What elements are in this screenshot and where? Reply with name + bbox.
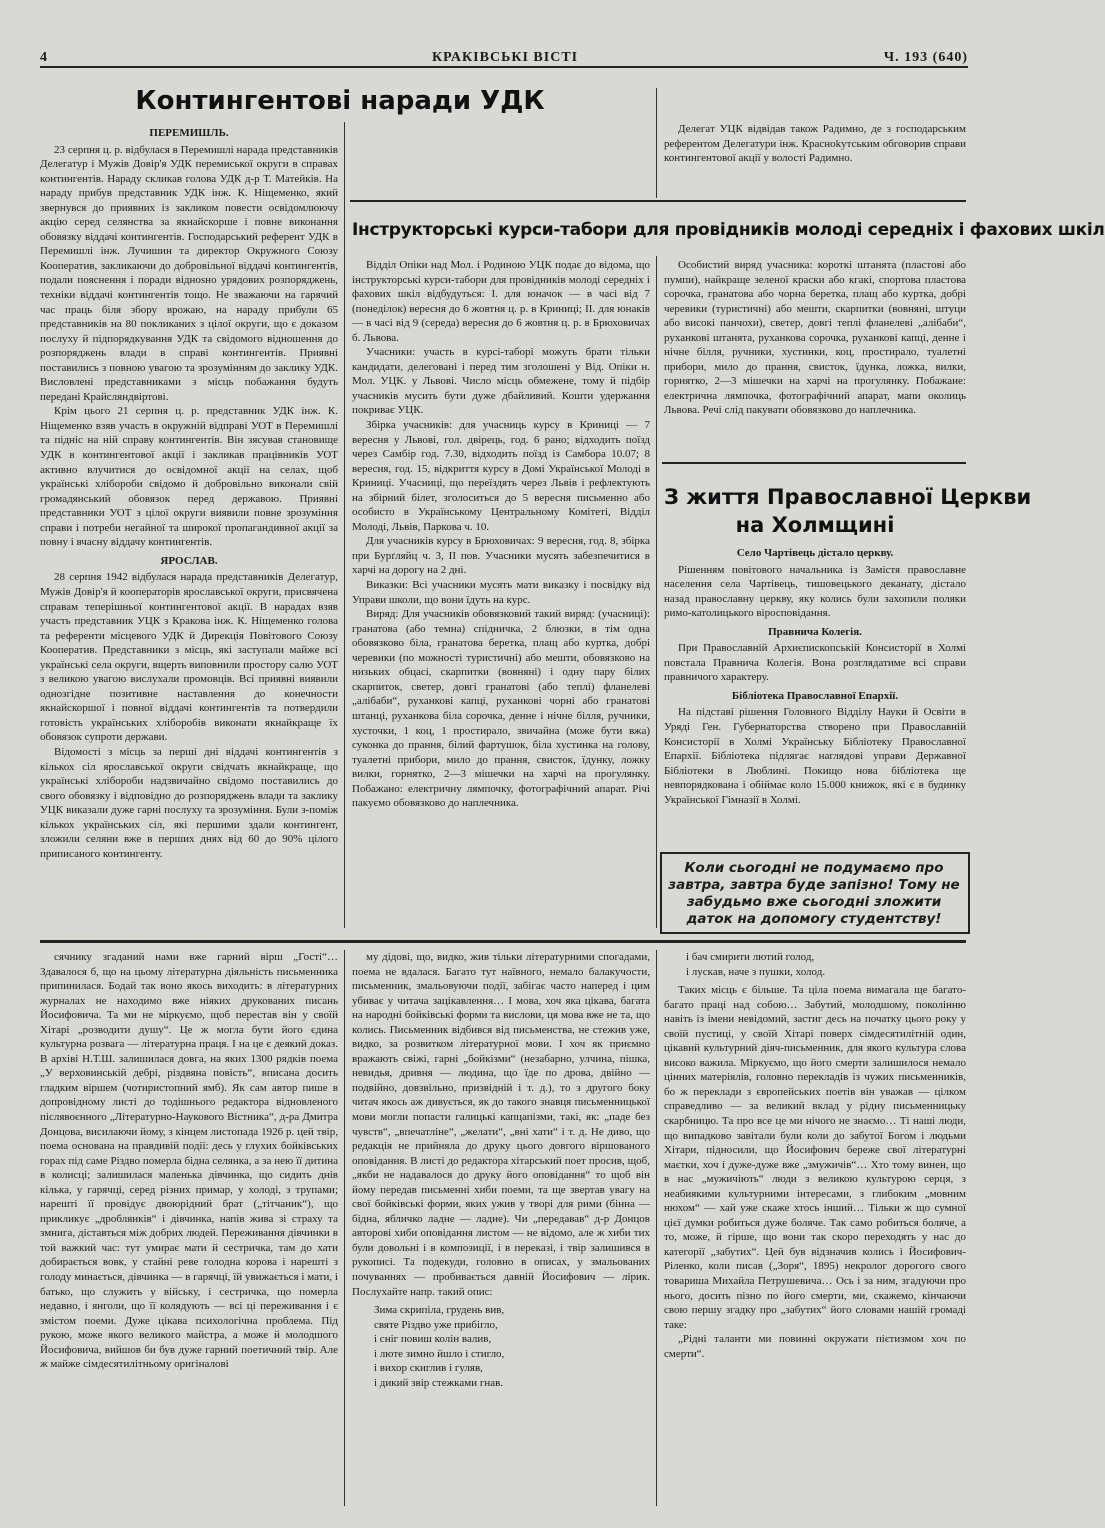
column-rule [344,950,345,1506]
column-rule [656,88,657,198]
column-rule [344,122,345,928]
paragraph: Делегат УЦК відвідав також Радимно, де з господарським референтом Делегатури інж. Красноkутським обговорив справи контингентової акції у волості Радимно. [664,123,966,165]
article-kursy-column-1 [352,258,650,926]
subheading-biblioteka: Бібліотека Православної Епархії. [731,689,899,702]
article-title-church-line1: З життя Православної Церкви [664,485,1032,509]
article-church-body [664,542,966,842]
page-divider [40,940,966,943]
poem-line: і лускав, наче з пушки, холод. [686,965,826,978]
paragraph: Відомості з місць за перші дні віддачі контингентів з кількох сіл ярославської округи свідчать якнайкраще, що українські хлібороби надзвичайно свідомо поставились до свого обовязку і відповідно до розпоряджень влади та заклику УЦК виказали дуже гарні послуху та зрозуміння. Були з-поміж кількох українських сіл, які першими здали контингент, зложили селяни вже в перших днях від 60 до 90% цілого приписаного контингенту. [40,745,338,860]
paragraph: Учасники: участь в курсі-таборі можуть брати тільки кандидати, делеговані і перед тим зголошені у Від. Опіки н. Мол. УЦК. у Львові. Число місць обмежене, тому й підбір учасників мусить бути дуже дбайливий. Кошти удержання покриває УЦК. [352,346,650,417]
paragraph: При Православній Архиєпископській Консисторії в Холмі повстала Правнича Колегія. Вона розглядатиме всі справи правничого характеру. [664,642,966,684]
section-heading-yaroslav: ЯРОСЛАВ. [160,554,218,567]
article-yosyfovych-column-3 [664,950,966,1506]
subheading-chartivets: Село Чартівець дістало церкву. [736,547,894,559]
page-number: 4 [40,50,48,65]
paragraph: сячнику згаданий нами вже гарний вірш „Гості“… Здавалося б, що на цьому літературна діяльність письменника припинилася. Бодай так воно якось виходить: в літературних журналах не находимо вже ніяких друкованих писань Йосифовича. Та ми не міркуємо, щоб перестав він у своїй Хітарі „розводити душу“. Це ж могла бути його єдина культурна розвага — літературна праця. І на це є деякий доказ. В архіві Н.Т.Ш. залишилася довга, на яких 1300 рядків поема „У верховинській дебрі, різдвяна повість“, вписана досить гладким віршем (чотиристопний ямб). Як сам автор пише в допровідному листі до тодішнього редактора відновленого післявоєнного „Літературно-Наукового Вістника“, д-ра Дмитра Донцова, висилаючи йому, з кінцем листопада 1926 р. цей твір, поема основана на правдивій події: десь у глухих бойківських горах під саме Різдво померла бідна селянка, а за нею її дитина в колисці; залишилася маленька дівчинка, що сидить днів кілька, у гарячці, серед різних примар, у холоді, з трупами; нарешті її провідує двоюрідний брат („тітчаник“), що прикликує „дроблянків“ і дівчинка, напів жива зі страху та змнига, діставться між добрих людей. Переживання дівчинки в той важкий час: тут умирає мати й сестричка, там до хати добирається вовк, у стайні реве голодна корова і нарешті з голоду минається, дівчинка — в гарячці, їй увижається і мати, і батько, що служить у війську, і сестричка, що померла недавно, і янголи, що її колядують — всі ці переживання і є змістом поеми. Дуже цікава психологічна проблема. Під рукою, може якого великого майстра, а може й молодшого Йосифовича, вийшов би був дуже гарний поетичний твір. Але ж майже сімдесятилітньому оригіналові [40,951,338,1371]
paragraph: Крім цього 21 серпня ц. р. представник УДК інж. К. Ніщеменко взяв участь в окружній відправі УОТ в Перемишлі та підніс на ній справу контингентів. Він зясував становище УДК в контингентової акції і закликав працівників УОТ активно влучитися до освідомної акції на селах, щоб українські хлібороби свідомо й добровільно виконали свій громадянський обовязок перед державою. Приявні представники УОТ з цілої округи виявили повне зрозуміння справи і потреби негайної та широкої пропагандивної акції за повну і вчасну віддачу контингентів. [40,405,338,549]
poem-line: і сніг повиш колін валив, [374,1333,492,1346]
paragraph: На підставі рішення Головного Відділу Науки й Освіти в Уряді Ген. Губернаторства створено при Православній Консисторії в Холмі Українську Бібліотеку Православної Епархії. Бібліотека підлягає наглядові управи Державної Бібліотеки в Люблині. Покищо нова бібліотека ще невпорядкована і обіймає коло 15.000 книжок, які є в будинку Української Гімназії в Холмі. [664,706,966,806]
section-heading-peremyshl: ПЕРЕМИШЛЬ. [149,127,229,139]
article-title-kontynhent: Контингентові наради УДК [135,86,545,116]
article-kontynhent-column-1 [40,122,338,932]
poem-line: і люте зимно йшло і стигло, [374,1347,505,1360]
paragraph: Для учасників курсу в Брюховичах: 9 вересня, год. 8, збірка при Бурґляйц ч. 3, ІІ пов. Учасники мусять забезпечитися в харчі на дорогу на 2 дні. [352,535,650,577]
paragraph: Рішенням повітового начальника із Замістя православне населення села Чартівець, тишовецького деканату, дістало назад православну церкву, яку колись були захопили поляки римо-католицького віросповідання. [664,563,966,620]
section-rule [662,462,966,464]
paragraph: Виряд: Для учасників обовязковий такий виряд: (учасниці): гранатова (або темна) спідничка, 2 блюзки, в тім одна обовязково біла, гранатова беретка, плащ або куртка, добрі черевики (по можності туристичні) або мешти, обовязково на низьких обцасі, скарпитки (вовняні) і одну пару білих скарпиток, светер, довгі гранатові (або теплі) фланелеві „алібаби“, руханкові капці, руханкові чорні або гранатові штанці, руханкова біла сорочка, денне і нічне білля, ручники, хусточки, 1 коц, 1 простирало, звичайна (може бути вжа) суконка до прання, білий фартушок, біла хустинка на голову, туалетні прибори, мило до прання, свисток, їдунку, ложку вилки, горнятко, 2—3 мішечки на харчі на прогулянку. Побажано: електричну лямпочку, фотографічний апарат. Річі пакуємо обовязково до наплечника. [352,608,650,810]
poem-line: Зима скрипіла, грудень вив, [374,1304,505,1317]
paragraph: му дідові, що, видко, жив тільки літературними спогадами, поема не вдалася. Багато тут наївного, немало балакучости, письменник, змальовуючи події, забігає часто наперед і цим убиває у читача зацікавлення… І мова, хоч яка цікава, багата на народні бойківські форми та вислови, ця мова вже не та, що колись. Письменник відбився від письменства, не стежив уже, видко, за розвитком літературної мови. І хоч як приємно вражають свіжі, гарні „бойкізми“ (незабарно, улчина, пішка, невидья, дривня — людина, що їде по дрова, двійно — подвійно, довзвільно, призвідній і т. д.), то з другого боку читач якось аж дивується, як до такого знавця письменницької мови могли попасти галицькі капцапізми, такі, як: „паде без чувств“, „впечатліне“, „желати“, „вні хати“ і т. д. Не диво, що редакція не прийняла до друку цього довгого віршованого оповідання. В листі до редактора хітарський поет просив, щоб, „якби не надавалося до друку його оповідання“ то щоб він йому передав письменні хиби поеми, та ще звертав увагу на свої бойківські форми, яких ужив у творі для рими (бінна — бідна, ябличко ладне — ладне). Чи „передавав“ д-р Донцов авторові хиби оповідання листом — не відомо, але ж хиби тих були довольні і в композиції, і в переказі, і твір залишився в рукописі. Та подекуди, головно в описах, у змальованих почуваннях — пробивається давній Йосифович — лірик. Послухайте напр. такий опис: [352,951,650,1298]
poem-line: святе Різдво уже прибігло, [374,1318,498,1331]
article-title-kursy: Інструкторські курси-табори для провідників молоді середніх і фахових шкіл [352,220,1105,240]
page-header [40,50,968,68]
poem-line: і дикий звір стежками гнав. [374,1376,504,1389]
paragraph: Виказки: Всі учасники мусять мати виказку і посвідку від Управи школи, що вони їдуть на курс. [352,579,650,606]
article-kontynhent-continuation [664,122,966,194]
article-yosyfovych-column-2 [352,950,650,1506]
article-title-church-line2: на Холмщині [735,513,895,537]
issue-number: Ч. 193 (640) [883,50,968,65]
subheading-pravnycha-kolehiya: Правнича Колегія. [768,625,862,638]
paragraph: Відділ Опіки над Мол. і Родиною УЦК подає до відома, що інструкторські курси-табори для провідників молоді середніх і фахових шкіл відбудуться: І. для юначок — в часі від 7 (понеділок) вересня до 6 жовтня ц. р. в Криниці; ІІ. для юнаків — в часі від 9 (середа) вересня до 6 жовтня ц. р. в Брюховичах б. Львова. [352,259,650,344]
article-yosyfovych-column-1 [40,950,338,1506]
section-rule [350,200,966,202]
newspaper-name: КРАКІВСЬКІ ВІСТІ [432,50,579,65]
article-kursy-column-2 [664,258,966,454]
paragraph: Таких місць є більше. Та ціла поема вимагала ще багато-багато праці над собою… Забутий, молодшому, поколінню навіть із імени невідомий, застиг десь на початку цього року у своїй пустиці, у своїй Хітарі поверх сімдесятилітній один, цікавий культурний діяч-письменник, для якого культура слова високо важила. Міркуємо, що його смерти залишилося немало цінних матеріялів, головно перекладів із чужих письменників, бо ж переклади з європейських поетів він уважав — цілком справедливо — за великий вклад у рідну письменницьку скарбницю. Та про все це ми нічого не знаємо… Ті наші люди, що випадково завітали були коли до забутої Богом і людьми Хітари, підносили, що Йосифович береже свої літературні маєтки, хоч і дуже-дуже вже „змужичів“… Хто тому винен, що в нас „мужичіють“ люди з великою культурою серця, з неабиякими культурними інтересами, з глибоким „мовним нюхом“ — хай уже скаже хтось інший… Тільки ж що сумної цієї думки робиться дуже боляче. Так само робиться боляче, а то, може, й гірше, що вони так скоро переходять у нас до категорії „забутих“. Цей був відзначив колись і Йосифович-Рiленко, коли писав („Зоря“, 1895) некролог дорогого свого товариша Михайла Петрушевича… Ось і за ним, згадуючи про нього, досить пізно по його смерти, ми, скажемо, кінчаючи свою першу згадку про „забутих“ його словами нашій громаді таке: [664,984,966,1331]
poem-line: і вихор скиглив і гуляв, [374,1362,483,1375]
paragraph: 23 серпня ц. р. відбулася в Перемишлі нарада представників Делегатур і Мужів Довір'я УДК перемиської округи в справах контингентів. Нараду скликав голова УДК д-р Т. Матейків. На нараду прибув представник УДК інж. К. Ніщеменко, який звернувся до приявних із закликом повести освідомлюючу акцію серед селянства за якнайскорше і повне виконання обовязку віддачі контингентів. Господарський референт УДК в Перемишлі інж. Лучишин та директор Окружного Союзу Кооператив, закликаючи до добровільної віддачі контингентів, подали пояснення і поради віднosно урядових розпоряджень, техніки віддачі контингентів тощо. Не зважаючи на гарячий час праць біля збору врожаю, на нараду прибули 65 представників на 80 покликаних з цілої округи, що є доказом послуху й підпорядкування УДК та свідомого відношення до розпоряджень влади в справі контингентів. Приявні поставились з повною увагою та зрозумінням до заклику УДК. Висловлені представниками з місць побажання будуть передані Крайсляндвіртові. [40,143,338,403]
paragraph: Збірка учасників: для учасниць курсу в Криниці — 7 вересня у Львові, гол. двірець, год. 6 рано; відходить поїзд через Самбір год. 7.30, відходить поїзд із Самбора 10.07; 8 вересня, год. 15, відкриття курсу в Домі Української Молоді в Криниці. Учасниці, що переїздять через Львів і рефлектують на збірний білет, зголоситься до 5 вересня письменно або особисто в Українському Центральному Комітеті, Відділ Молоді, Львів, Паркова ч. 10. [352,419,650,533]
paragraph: Особистий виряд учасника: короткі штанята (пластові або пумпи), найкраще зеленої краски або кгакі, спортова пластова сорочка, гранатова або чорна беретка, плащ або куртка, добрі черевики (туристичні) або мешти, скарпитки (вовняні, штуци або високі панчохи), светер, довгі теплі фланелеві „алібаби“, руханкові штанята, руханкова сорочка, руханкові капці, денне і нічне білля, ручники, хустинки, коц, простирало, туалетні прибори, мило до прання, свисток, їдунка, ложка, вилки, горнятко, 2—3 мішечки на харчі на прогулянку. Побажане: електрична лямпочка, фотографічний апарат, мапи околиць Львова. Речі слід пакувати обовязково до наплечника. [664,259,966,417]
poem-line: і бач смирити лютий голод, [686,951,815,963]
closing-quote: „Рідні таланти ми повинні окружати пієтизмом хоч по смерти“. [664,1333,966,1360]
column-rule [656,950,657,1506]
paragraph: 28 серпня 1942 відбулася нарада представників Делегатур, Мужів Довір'я й кооператорів ярославської округи, присвячена справам теперішньої контингентової акції. В нарадах взяв участь представник УЦК з Кракова інж. К. Ніщеменко голова та референти місцевого УДК й Дирекція Повітового Союзу Кооператив. Представники з місць, які заступали майже всі українські села округи, вщерть виповнили простору салю УОТ з великою увагою вислухали промовців. Всі приявні виявили однозгідне позитивне наставлення до конечности якнайскоршої і повної віддачі контингентів та потвердили готовість українських хліборобів виконати якнайкраще їх обовязок супроти держави. [40,571,338,744]
appeal-text: Коли сьогодні не подумаємо про завтра, завтра буде запізно! Тому не забудьмо вже сьогодні зложити даток на допомогу студентству! [668,860,960,927]
column-rule [656,256,657,928]
